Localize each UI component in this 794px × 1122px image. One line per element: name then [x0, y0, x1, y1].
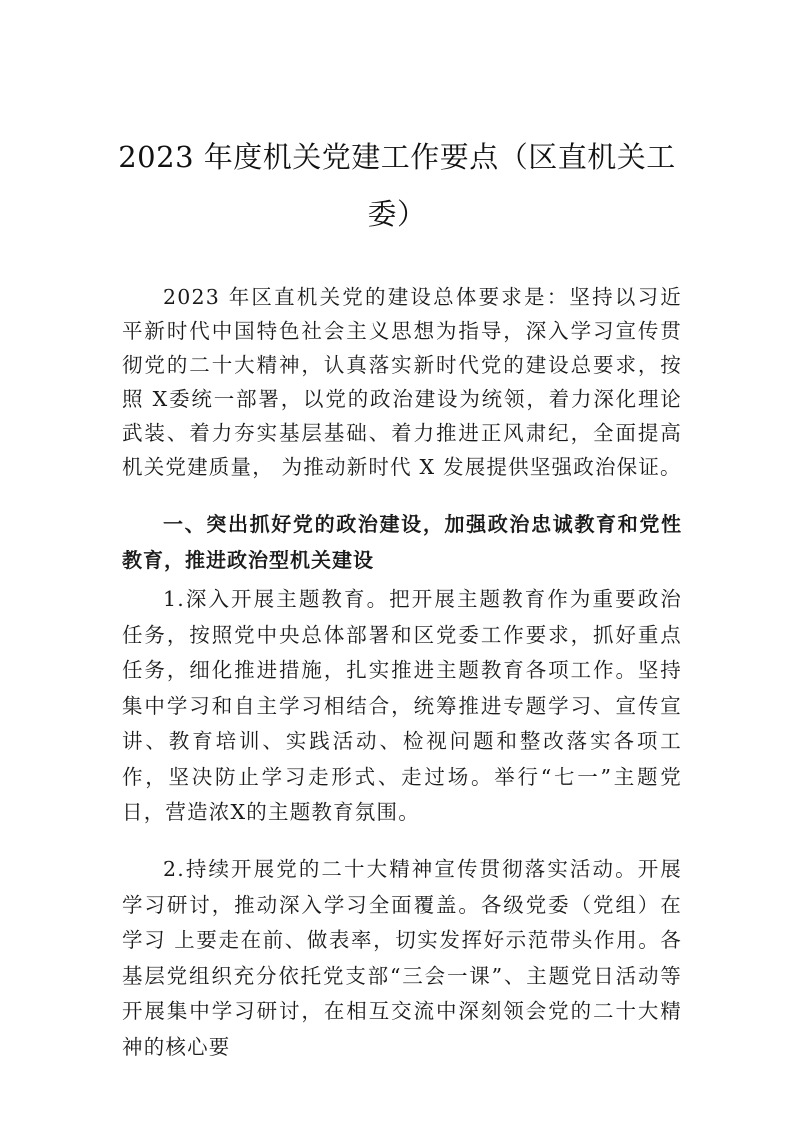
- section-heading-1: 一、突出抓好党的政治建设，加强政治忠诚教育和党性教育，推进政治型机关建设: [122, 512, 682, 572]
- document-title-line-2: 委）: [367, 197, 427, 231]
- document-title-line-1: 2023 年度机关党建工作要点（区直机关工: [118, 140, 676, 174]
- item-2-paragraph: 2.持续开展党的二十大精神宣传贯彻落实活动。开展学习研讨，推动深入学习全面覆盖。各级党委（党组）在学习 上要走在前、做表率，切实发挥好示范带头作用。各基层党组织充分依托党支部“三会一课”、主题党日活动等开展集中学习研讨，在相互交流中深刻领会党的二十大精神的核心要: [122, 857, 682, 1059]
- item-1-paragraph: 1.深入开展主题教育。把开展主题教育作为重要政治任务，按照党中央总体部署和区党委工作要求，抓好重点任务，细化推进措施，扎实推进主题教育各项工作。坚持集中学习和自主学习相结合，统筹推进专题学习、宣传宣讲、教育培训、实践活动、检视问题和整改落实各项工作，坚决防止学习走形式、走过场。举行“七一”主题党日，营造浓X的主题教育氛围。: [122, 587, 682, 824]
- intro-paragraph: 2023 年区直机关党的建设总体要求是：坚持以习近平新时代中国特色社会主义思想为指导，深入学习宣传贯彻党的二十大精神，认真落实新时代党的建设总要求，按照 X委统一部署，以党的政治建设为统领，着力深化理论武装、着力夯实基层基础、着力推进正风肃纪，全面提高机关党建质量， 为推动新时代 X 发展提供坚强政治保证。: [122, 285, 682, 479]
